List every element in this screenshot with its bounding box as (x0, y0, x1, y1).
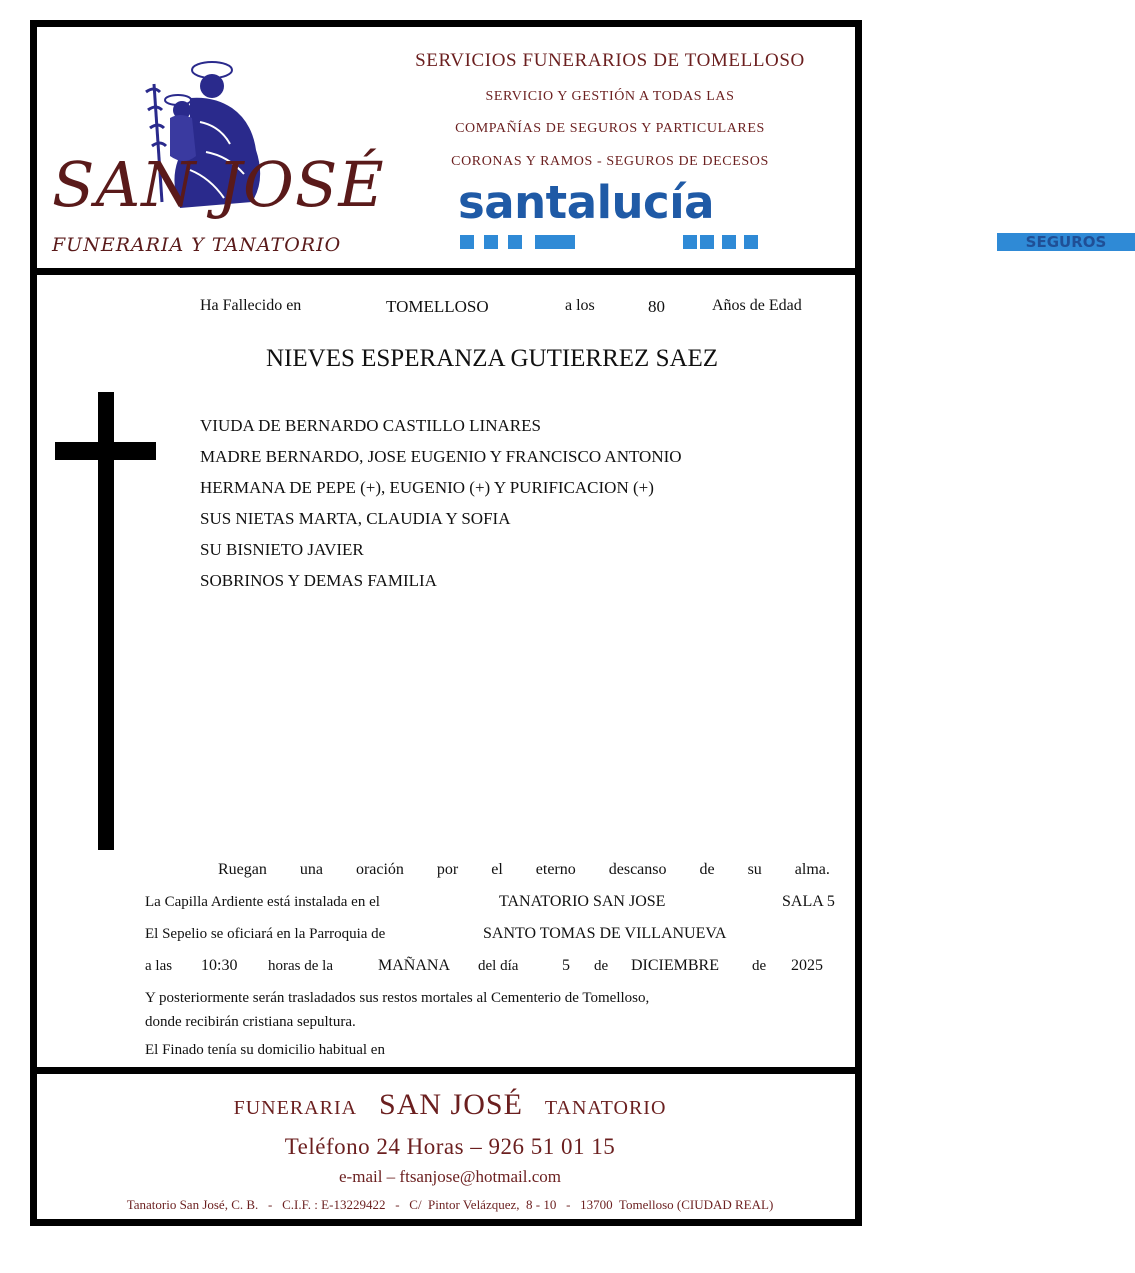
chapel-label: La Capilla Ardiente está instalada en el (145, 894, 380, 910)
date-de: de (594, 958, 609, 974)
company-title: SERVICIOS FUNERARIOS DE TOMELLOSO (415, 50, 805, 71)
footer-divider (30, 1067, 862, 1074)
chapel-place: TANATORIO SAN JOSE (499, 893, 666, 910)
date-de: de (752, 958, 767, 974)
transfer-text: Y posteriormente serán trasladados sus restos mortales al Cementerio de Tomelloso, (145, 990, 650, 1006)
burial-text: donde recibirán cristiana sepultura. (145, 1014, 356, 1030)
deceased-place: TOMELLOSO (386, 297, 489, 316)
age-suffix: Años de Edad (712, 297, 802, 314)
service-line: COMPAÑÍAS DE SEGUROS Y PARTICULARES (455, 121, 765, 136)
family-line: MADRE BERNARDO, JOSE EUGENIO Y FRANCISCO ANTONIO (200, 447, 682, 466)
cross-icon-bar (55, 442, 156, 460)
insurer-logo-subtitle: SEGUROS (997, 233, 1135, 251)
brand-logo-name: SAN JOSÉ (52, 148, 385, 221)
deceased-name: NIEVES ESPERANZA GUTIERREZ SAEZ (266, 345, 719, 372)
prayer-line: Ruegan una oración por el eterno descanso de su alma. (218, 861, 830, 878)
home-label: El Finado tenía su domicilio habitual en (145, 1042, 385, 1058)
service-line: SERVICIO Y GESTIÓN A TODAS LAS (485, 89, 735, 104)
service-period: MAÑANA (378, 957, 450, 974)
parish-name: SANTO TOMAS DE VILLANUEVA (483, 925, 727, 942)
service-line: CORONAS Y RAMOS - SEGUROS DE DECESOS (451, 154, 769, 169)
cross-icon (98, 392, 114, 850)
header-divider (30, 268, 862, 275)
age-value: 80 (648, 297, 665, 316)
family-line: SOBRINOS Y DEMAS FAMILIA (200, 571, 437, 590)
chapel-room: SALA 5 (782, 893, 835, 910)
footer-funeraria: FUNERARIA (233, 1097, 358, 1119)
time-prefix: a las (145, 958, 173, 974)
age-prefix: a los (565, 297, 595, 314)
service-time: 10:30 (201, 957, 238, 974)
service-day: 5 (562, 957, 570, 974)
insurer-logo-bar (460, 233, 1107, 251)
time-mid: horas de la (268, 958, 333, 974)
footer-email: e-mail – ftsanjose@hotmail.com (339, 1167, 561, 1186)
footer-phone: Teléfono 24 Horas – 926 51 01 15 (284, 1134, 616, 1159)
family-line: SUS NIETAS MARTA, CLAUDIA Y SOFIA (200, 509, 511, 528)
burial-label: El Sepelio se oficiará en la Parroquia de (145, 926, 386, 942)
brand-logo-subtitle: FUNERARIA Y TANATORIO (52, 234, 342, 256)
footer-brand (0, 1088, 900, 1122)
day-label: del día (478, 958, 519, 974)
footer-tanatorio: TANATORIO (544, 1097, 667, 1119)
footer-address: Tanatorio San José, C. B. - C.I.F. : E-13229422 - C/ Pintor Velázquez, 8 - 10 - 13700 Tomelloso (CIUDAD REAL) (126, 1197, 774, 1212)
insurer-logo: santalucía (458, 176, 714, 229)
service-month: DICIEMBRE (631, 957, 719, 974)
footer-san-jose: SAN JOSÉ (379, 1088, 523, 1121)
family-line: SU BISNIETO JAVIER (200, 540, 364, 559)
family-line: VIUDA DE BERNARDO CASTILLO LINARES (200, 416, 541, 435)
family-line: HERMANA DE PEPE (+), EUGENIO (+) Y PURIFICACION (+) (200, 478, 654, 497)
service-year: 2025 (791, 957, 823, 974)
deceased-in-label: Ha Fallecido en (200, 297, 302, 314)
